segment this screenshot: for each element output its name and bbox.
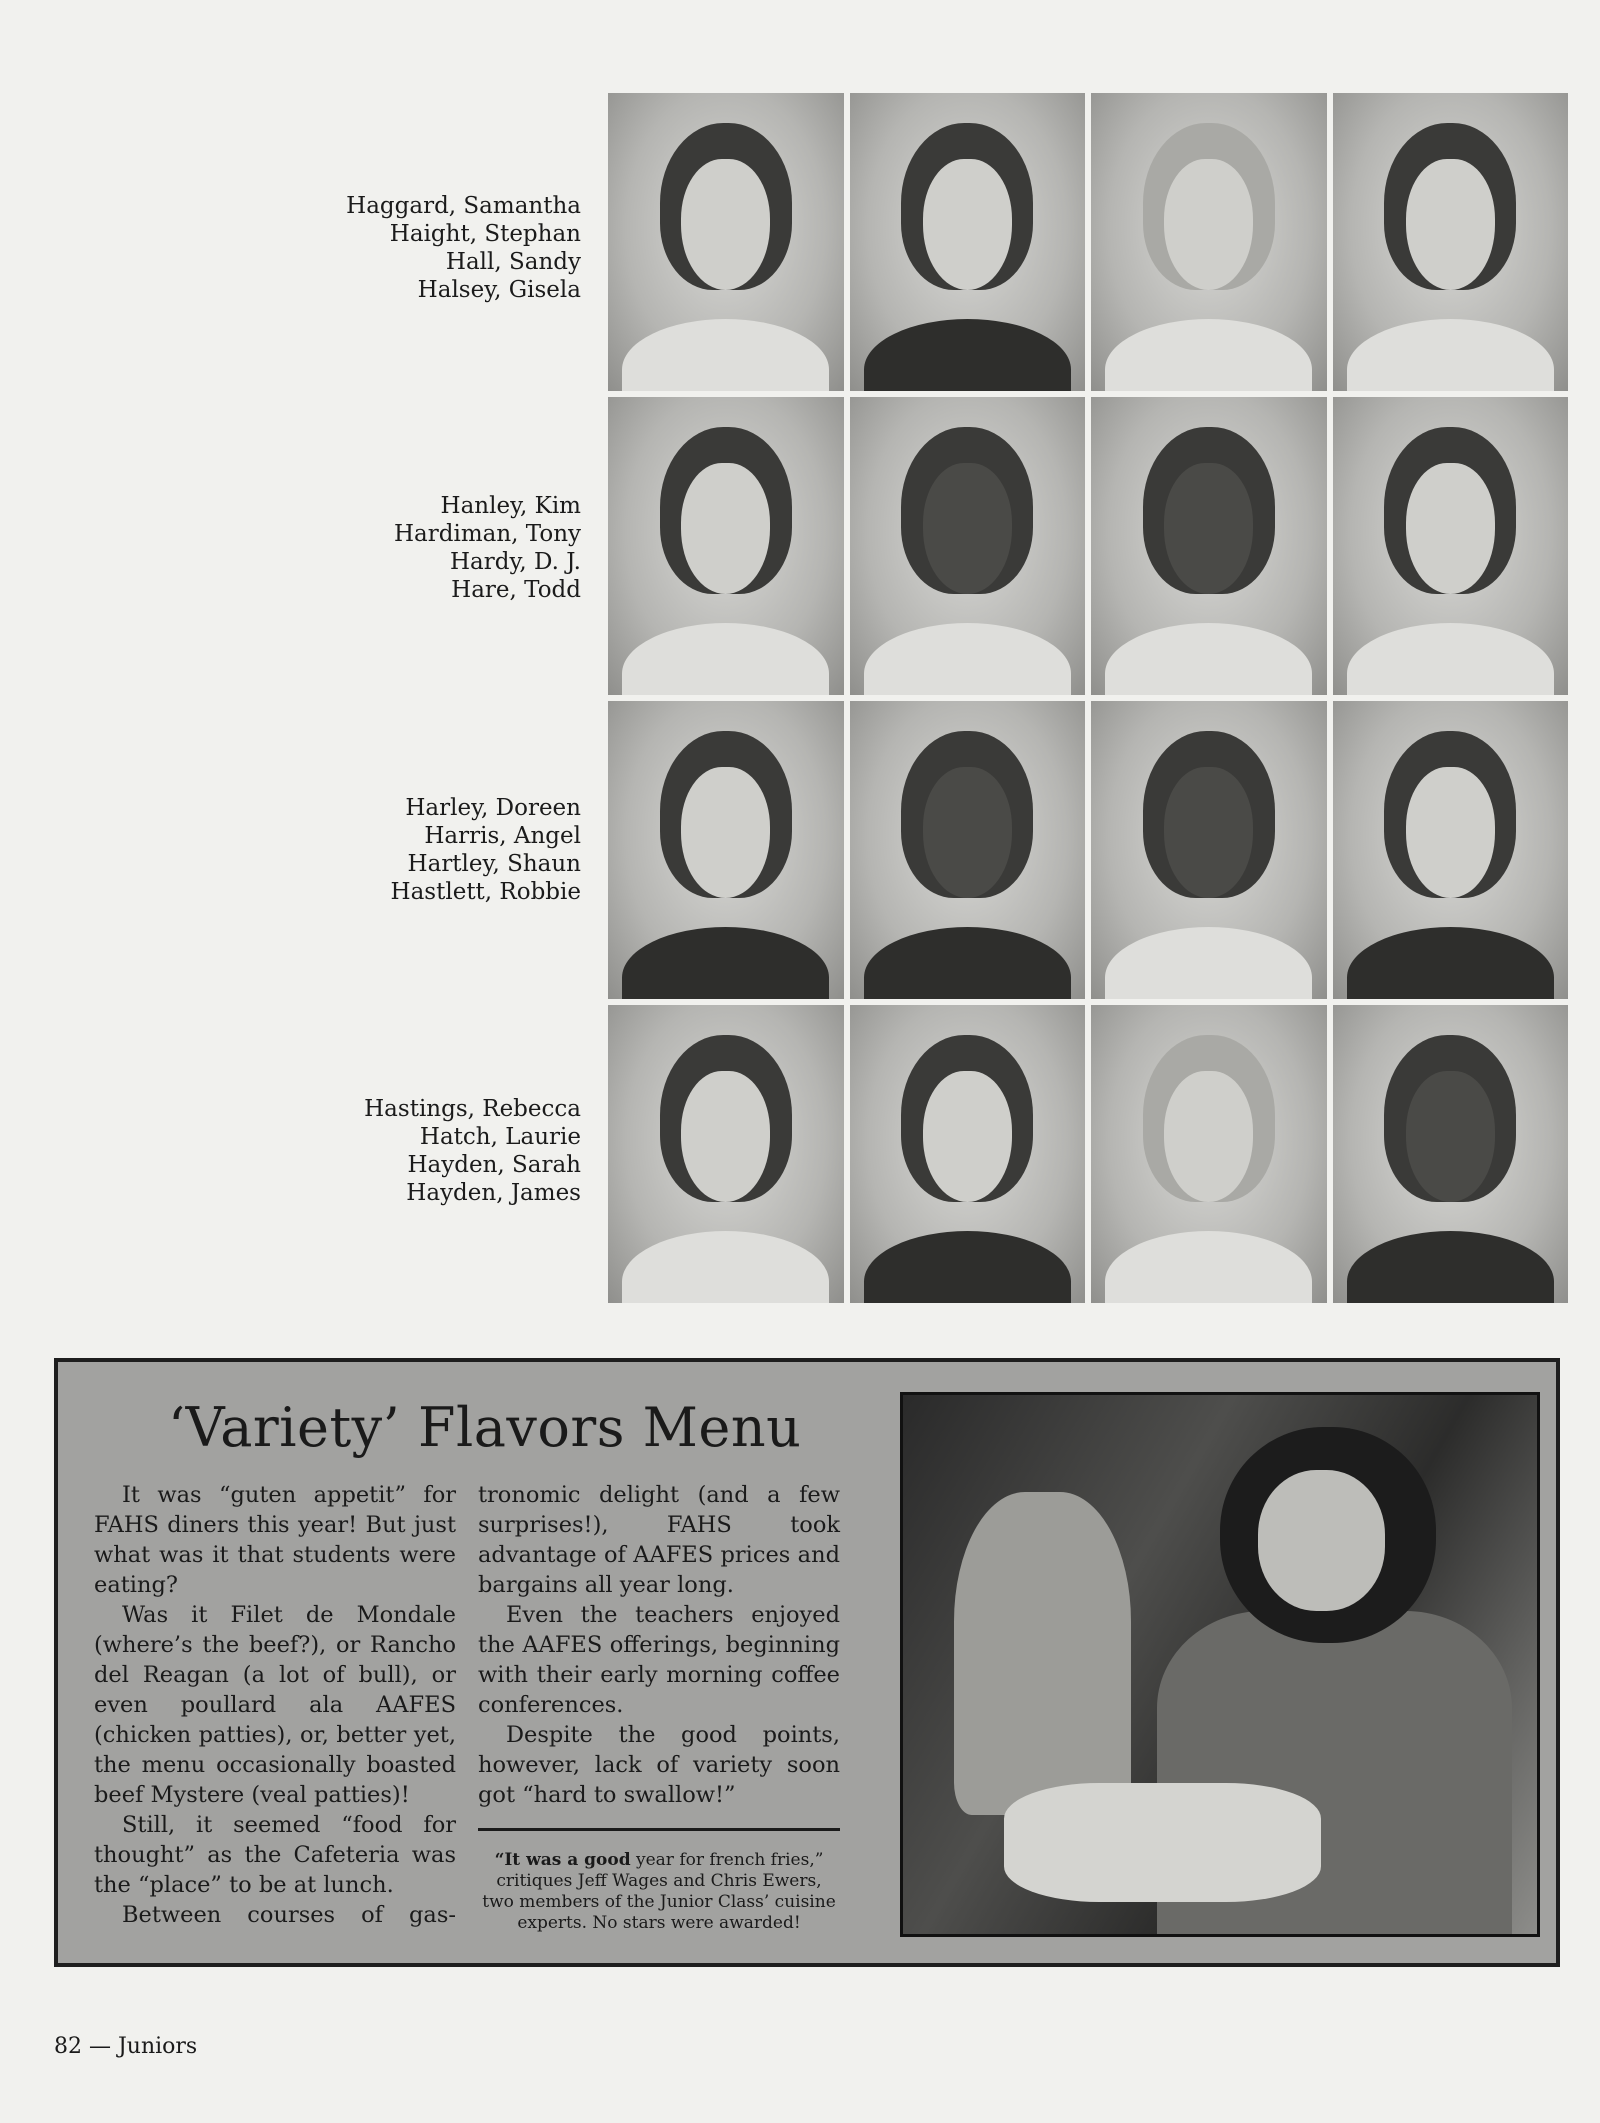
name-list-row-2 — [394, 492, 581, 604]
student-name: Hastings, Rebecca — [364, 1096, 581, 1122]
story-paragraph: It was “guten appetit” for FAHS diners this year! But just what was it that students were eating? — [94, 1482, 456, 1598]
portrait-photo — [608, 1005, 844, 1303]
student-name: Harris, Angel — [424, 823, 581, 849]
student-name: Hartley, Shaun — [407, 851, 581, 877]
student-name: Haggard, Samantha — [346, 193, 581, 219]
student-name: Hall, Sandy — [445, 249, 581, 275]
caption-text: year for french fries,” critiques Jeff Wages and Chris Ewers, two members of the Junior Class’ cuisine experts. No stars were awarded! — [482, 1850, 836, 1933]
student-name: Hayden, Sarah — [407, 1152, 581, 1178]
portrait-photo — [1091, 1005, 1327, 1303]
feature-story-box — [54, 1358, 1560, 1967]
portrait-photo — [1091, 397, 1327, 695]
portrait-photo — [608, 93, 844, 391]
student-name: Hare, Todd — [451, 577, 581, 603]
student-name: Hatch, Laurie — [419, 1124, 581, 1150]
portrait-photo — [850, 1005, 1086, 1303]
story-paragraph: Was it Filet de Mondale (where’s the beef?), or Rancho del Reagan (a lot of bull), or even poullard ala AAFES (chicken patties), or, better yet, the menu occasionally boasted beef Mystere (veal patties)! — [94, 1602, 456, 1808]
portrait-photo — [850, 701, 1086, 999]
portrait-photo — [850, 93, 1086, 391]
cafeteria-photo — [900, 1392, 1540, 1937]
portrait-photo — [1333, 93, 1569, 391]
photo-caption — [478, 1850, 840, 1934]
student-name: Harley, Doreen — [405, 795, 581, 821]
story-paragraph: Between courses of gas- — [122, 1902, 456, 1928]
student-name: Hardiman, Tony — [393, 521, 581, 547]
portrait-photo — [1091, 93, 1327, 391]
portrait-photo — [608, 701, 844, 999]
story-paragraph: Despite the good points, however, lack of variety soon got “hard to swallow!” — [478, 1722, 840, 1808]
portrait-photo — [608, 397, 844, 695]
portrait-photo — [850, 397, 1086, 695]
student-name: Hanley, Kim — [440, 493, 581, 519]
story-paragraph: Even the teachers enjoyed the AAFES offerings, beginning with their early morning coffee conferences. — [478, 1602, 840, 1718]
portrait-photo — [1091, 701, 1327, 999]
student-name: Hayden, James — [406, 1180, 581, 1206]
portrait-grid — [608, 93, 1568, 1303]
name-list-row-4 — [364, 1095, 581, 1207]
story-paragraph: Still, it seemed “food for thought” as the Cafeteria was the “place” to be at lunch. — [94, 1812, 456, 1898]
story-column-2 — [478, 1480, 840, 1810]
caption-divider — [478, 1828, 840, 1831]
portrait-photo — [1333, 1005, 1569, 1303]
story-column-1 — [94, 1480, 456, 1930]
student-name: Hastlett, Robbie — [390, 879, 581, 905]
feature-title: ‘Variety’ Flavors Menu — [168, 1396, 802, 1459]
portrait-photo — [1333, 701, 1569, 999]
portrait-photo — [1333, 397, 1569, 695]
story-paragraph: tronomic delight (and a few surprises!), FAHS took advantage of AAFES prices and bargains all year long. — [478, 1482, 840, 1598]
name-list-row-1 — [346, 192, 581, 304]
caption-lead: “It was a good — [494, 1850, 631, 1870]
student-name: Hardy, D. J. — [449, 549, 581, 575]
student-name: Haight, Stephan — [389, 221, 581, 247]
name-list-row-3 — [391, 794, 581, 906]
student-name: Halsey, Gisela — [417, 277, 581, 303]
page-footer: 82 — Juniors — [54, 2034, 198, 2059]
